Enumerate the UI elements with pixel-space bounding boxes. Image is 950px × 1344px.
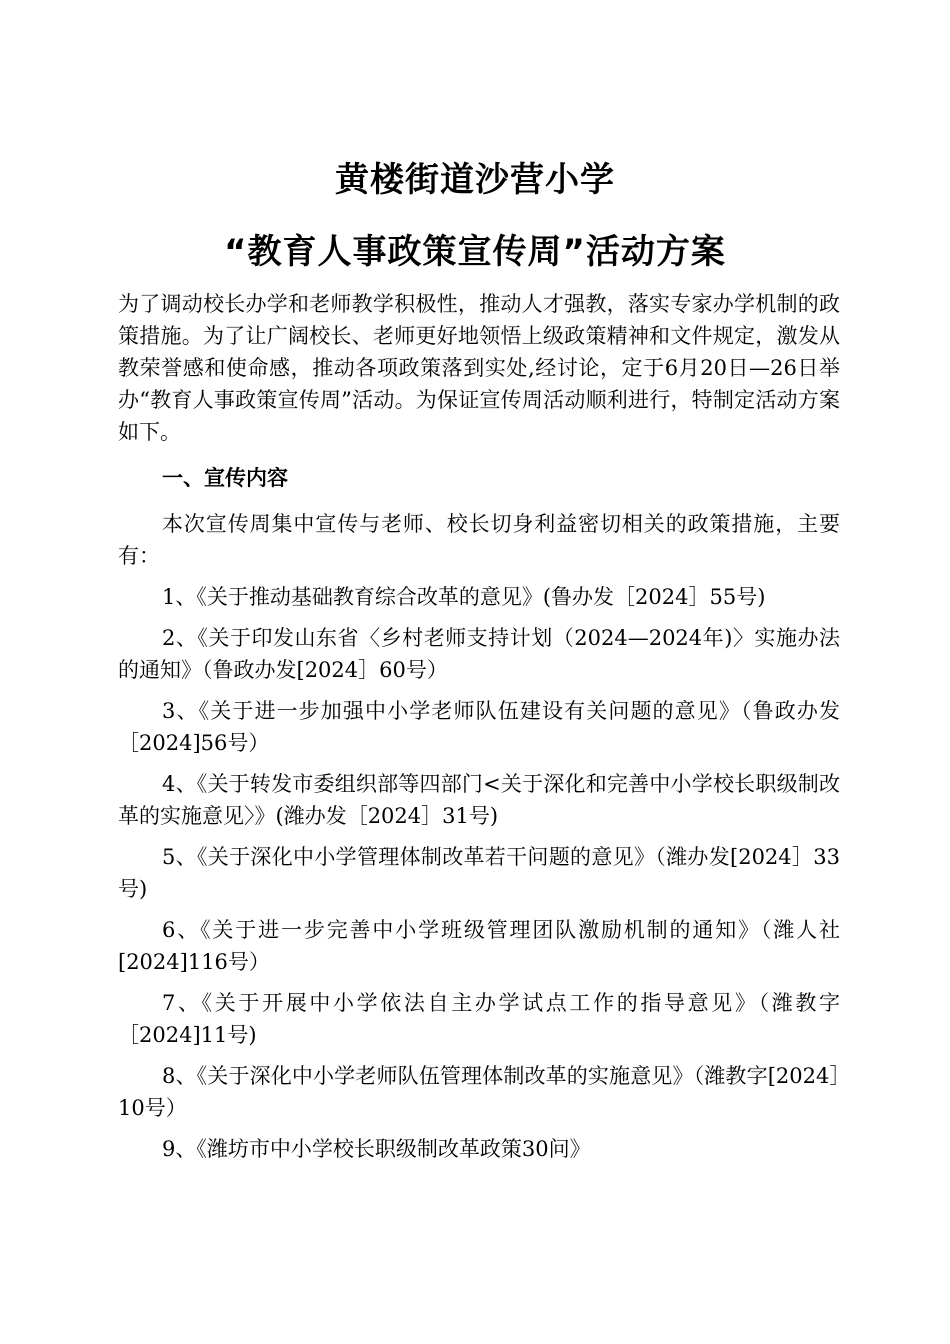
policy-item: 4、《关于转发市委组织部等四部门<关于深化和完善中小学校长职级制改革的实施意见〉》(潍办发［2024］31号): [118, 772, 840, 828]
document-title-school: 黄楼街道沙营小学: [335, 160, 615, 200]
policy-item: 7、《关于开展中小学依法自主办学试点工作的指导意见》（潍教字［2024]11号): [118, 991, 840, 1047]
policy-item: 6、《关于进一步完善中小学班级管理团队激励机制的通知》（潍人社[2024]116号）: [118, 918, 840, 974]
policy-item: 1、《关于推动基础教育综合改革的意见》(鲁办发［2024］55号): [162, 585, 766, 609]
section-lead-paragraph: 本次宣传周集中宣传与老师、校长切身利益密切相关的政策措施，主要有：: [118, 512, 840, 568]
policy-item: 2、《关于印发山东省〈乡村老师支持计划（2024—2024年)〉实施办法的通知》（鲁政办发[2024］60号）: [118, 626, 840, 682]
document-body: [118, 288, 840, 1174]
policy-item: 5、《关于深化中小学管理体制改革若干问题的意见》（潍办发[2024］33号): [118, 845, 840, 901]
policy-item: 3、《关于进一步加强中小学老师队伍建设有关问题的意见》（鲁政办发［2024]56号）: [118, 699, 840, 755]
policy-item: 8、《关于深化中小学老师队伍管理体制改革的实施意见》（潍教字[2024］10号）: [118, 1064, 840, 1120]
document-title-plan: “教育人事政策宣传周”活动方案: [224, 232, 726, 272]
section-heading-publicity-content: 一、宣传内容: [162, 466, 288, 490]
policy-item: 9、《潍坊市中小学校长职级制改革政策30问》: [162, 1137, 591, 1161]
intro-paragraph: 为了调动校长办学和老师教学积极性，推动人才强教，落实专家办学机制的政策措施。为了让广阔校长、老师更好地领悟上级政策精神和文件规定，激发从教荣誉感和使命感，推动各项政策落到实处,经讨论，定于6月20日—26日举办“教育人事政策宣传周”活动。为保证宣传周活动顺利进行，特制定活动方案如下。: [118, 292, 840, 444]
